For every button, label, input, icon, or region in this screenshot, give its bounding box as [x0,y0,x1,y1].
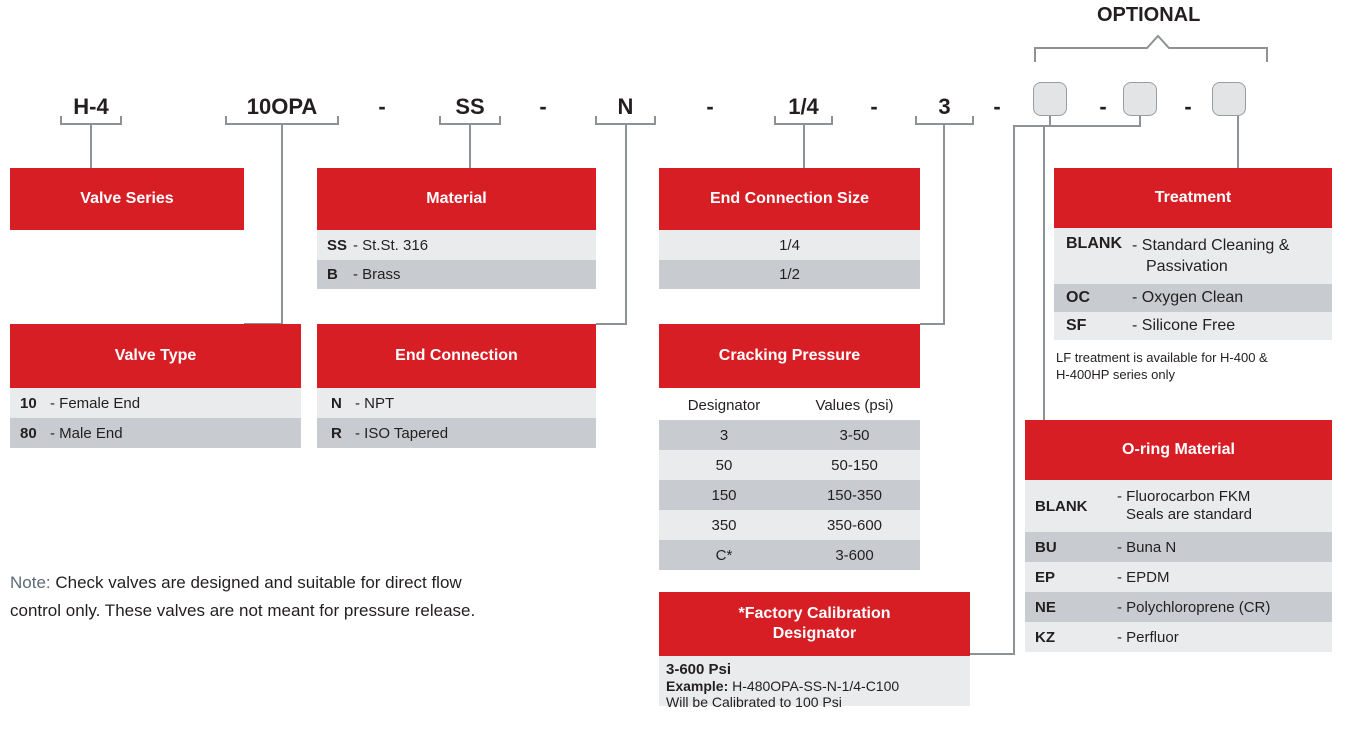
pressure-designator: 3 [719,426,729,444]
end-connection-header: End Connection [317,324,596,388]
dash-6: - [1099,94,1107,119]
calibration-title-1: *Factory Calibration [738,605,891,622]
material-desc: - Brass [353,266,401,283]
end-connection-desc: - NPT [355,394,395,412]
calibration-header [659,592,970,656]
end-connection-desc: - ISO Tapered [355,424,449,442]
note [10,569,475,625]
pressure-row [659,540,920,570]
values-col-header: Values (psi) [815,396,894,414]
oring-row-kz [1025,622,1332,652]
valve-type-desc: - Female End [50,394,141,412]
calibration-example-value: H-480OPA-SS-N-1/4-C100 [728,678,900,694]
dash-5: - [993,94,1001,119]
oring-header: O-ring Material [1025,420,1332,480]
treatment-desc: - Silicone Free [1132,317,1236,334]
line-end [596,124,626,324]
treatment-row-sf [1054,312,1332,340]
oring-code: BLANK [1035,497,1088,515]
pressure-value: 350-600 [826,516,883,534]
treatment-footnote-2: H-400HP series only [1056,367,1175,382]
end-connection-row-n [317,388,596,418]
pressure-row [659,450,920,480]
end-connection-code: R [331,424,342,442]
treatment-desc-2: Passivation [1146,258,1228,275]
valve-type-code: 10 [20,394,37,412]
valve-type-code: 80 [20,424,37,442]
oring-desc: - Polychloroprene (CR) [1117,598,1271,616]
size-row: 1/2 [659,260,920,289]
code-end-connection: N [617,94,634,119]
material-header: Material [317,168,596,230]
oring-code: EP [1035,568,1056,586]
valve-type-row-10 [10,388,301,418]
optional-label: OPTIONAL [1097,4,1201,26]
treatment-code: BLANK [1066,235,1122,252]
code-pressure: 3 [938,94,951,119]
cracking-pressure-header: Cracking Pressure [659,324,920,388]
oring-desc: - Fluorocarbon FKM [1117,488,1251,505]
treatment-desc: - Oxygen Clean [1132,289,1244,306]
dash-1: - [378,94,386,119]
treatment-code: SF [1066,317,1087,334]
code-material: SS [455,94,485,119]
treatment-header: Treatment [1054,168,1332,228]
material-row-b [317,260,596,289]
treatment-row-oc [1054,284,1332,312]
oring-row-blank [1025,480,1332,532]
optional-box-3 [1212,82,1246,116]
treatment-desc: - Standard Cleaning & [1132,237,1290,254]
oring-desc: - Perfluor [1117,628,1179,646]
pressure-value: 3-600 [835,546,874,564]
oring-desc: - EPDM [1117,568,1170,586]
pressure-designator: 150 [711,486,737,504]
optional-box-1 [1033,82,1067,116]
pressure-row [659,480,920,510]
treatment-code: OC [1066,289,1090,306]
oring-code: BU [1035,538,1057,556]
pressure-value: 50-150 [831,456,878,474]
line-type [244,124,282,324]
dash-2: - [539,94,547,119]
dash-3: - [706,94,714,119]
material-desc: - St.St. 316 [353,236,429,254]
valve-type-desc: - Male End [50,424,123,442]
calibration-body [659,656,970,710]
valve-series-header: Valve Series [10,168,244,230]
oring-row-ep [1025,562,1332,592]
cracking-pressure-col-headers [659,390,920,420]
code-size: 1/4 [788,94,819,119]
treatment-row-blank [1054,228,1332,284]
valve-type-row-80 [10,418,301,448]
pressure-row [659,510,920,540]
designator-col-header: Designator [687,396,761,414]
end-connection-code: N [331,394,342,412]
pressure-value: 3-50 [839,426,870,444]
oring-desc-2: Seals are standard [1126,506,1252,523]
oring-code: KZ [1035,628,1055,646]
oring-code: NE [1035,598,1056,616]
note-text-1: Check valves are designed and suitable for direct flow [50,573,462,592]
oring-row-ne [1025,592,1332,622]
note-text-2: control only. These valves are not meant for pressure release. [10,601,476,620]
code-series: H-4 [73,94,109,119]
end-connection-size-header: End Connection Size [659,168,920,230]
treatment-footnote-1: LF treatment is available for H-400 & [1056,350,1268,365]
optional-box-2 [1123,82,1157,116]
material-row-ss [317,230,596,260]
material-code: SS [327,236,348,254]
optional-brace [1035,36,1267,62]
calibration-title-2: Designator [772,625,857,642]
calibration-range: 3-600 Psi [666,661,732,678]
code-type: 10OPA [246,94,318,119]
dash-7: - [1184,94,1192,119]
pressure-row [659,420,920,450]
note-label: Note: [10,573,51,592]
line-pressure [920,124,944,324]
end-connection-row-r [317,418,596,448]
valve-type-header: Valve Type [10,324,301,388]
dash-4: - [870,94,878,119]
size-row: 1/4 [659,230,920,260]
oring-row-bu [1025,532,1332,562]
pressure-designator: C* [715,546,733,564]
oring-desc: - Buna N [1117,538,1177,556]
pressure-value: 150-350 [826,486,883,504]
material-code: B [327,266,338,283]
calibration-result: Will be Calibrated to 100 Psi [666,694,842,710]
pressure-designator: 350 [711,516,737,534]
pressure-designator: 50 [715,456,733,474]
calibration-example-label: Example: [666,678,729,694]
